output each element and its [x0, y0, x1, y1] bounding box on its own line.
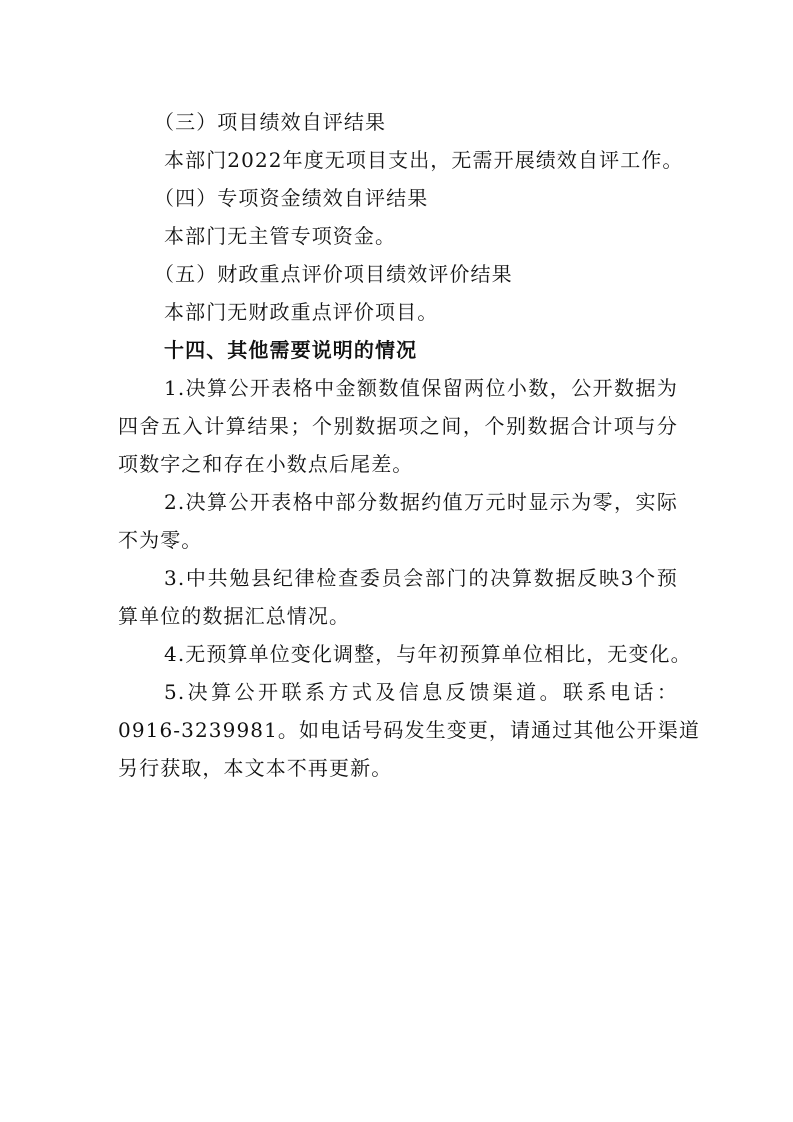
note-item-2 [118, 483, 678, 559]
document-body [118, 103, 700, 787]
note-item-1 [118, 369, 678, 483]
note-item-3-line-1: 3.中共勉县纪律检查委员会部门的决算数据反映3个预 [164, 566, 678, 590]
note-item-5-line-1: 5.决算公开联系方式及信息反馈渠道。联系电话： [164, 680, 678, 704]
note-item-4-line-1: 4.无预算单位变化调整，与年初预算单位相比，无变化。 [164, 642, 692, 666]
note-item-3 [118, 559, 678, 635]
note-item-2-line-2: 不为零。 [118, 528, 203, 552]
note-item-5-line-3: 另行获取，本文本不再更新。 [118, 756, 393, 780]
note-item-1-line-1: 1.决算公开表格中金额数值保留两位小数，公开数据为 [164, 376, 678, 400]
note-item-5 [118, 673, 700, 787]
section-14-heading: 十四、其他需要说明的情况 [164, 338, 418, 362]
note-item-2-line-1: 2.决算公开表格中部分数据约值万元时显示为零，实际 [164, 490, 678, 514]
section-3-heading: （三）项目绩效自评结果 [154, 110, 387, 134]
note-item-1-line-3: 项数字之和存在小数点后尾差。 [118, 452, 414, 476]
section-5-heading: （五）财政重点评价项目绩效评价结果 [154, 262, 513, 286]
section-4-body: 本部门无主管专项资金。 [164, 224, 397, 248]
section-4-heading: （四）专项资金绩效自评结果 [154, 186, 429, 210]
note-item-3-line-2: 算单位的数据汇总情况。 [118, 604, 351, 628]
section-3-body: 本部门2022年度无项目支出，无需开展绩效自评工作。 [164, 148, 684, 172]
note-item-5-line-2: 0916-3239981。如电话号码发生变更，请通过其他公开渠道 [118, 718, 700, 742]
note-item-1-line-2: 四舍五入计算结果；个别数据项之间，个别数据合计项与分 [118, 414, 678, 438]
section-5-body: 本部门无财政重点评价项目。 [164, 300, 439, 324]
note-item-4 [118, 635, 692, 673]
